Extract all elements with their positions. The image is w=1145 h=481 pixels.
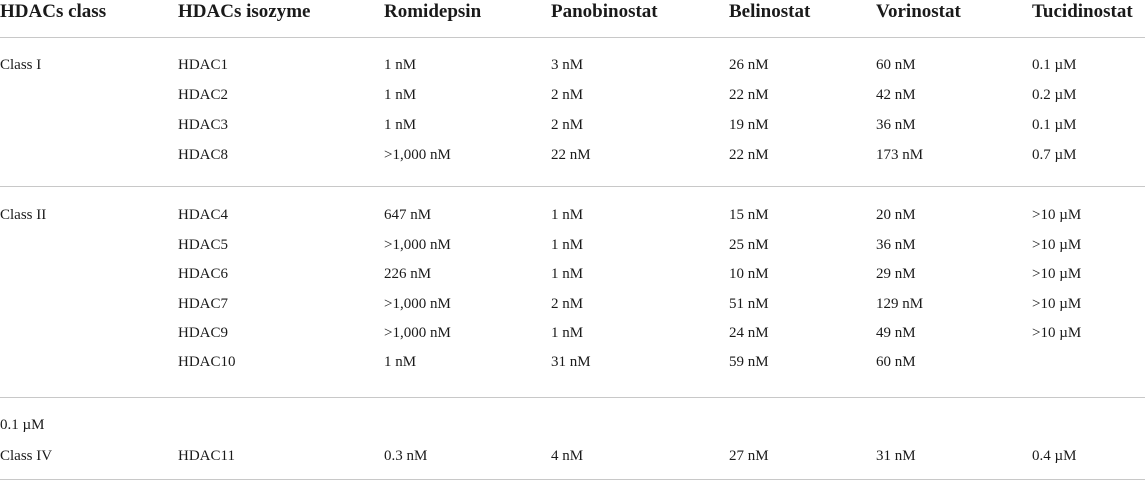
belinostat-cell: 59 nM	[729, 354, 769, 370]
tucidinostat-cell: >10 µM	[1032, 266, 1082, 282]
romidepsin-cell: >1,000 nM	[384, 325, 451, 341]
romidepsin-cell: >1,000 nM	[384, 296, 451, 312]
tucidinostat-cell: 0.2 µM	[1032, 87, 1077, 103]
romidepsin-cell: 1 nM	[384, 117, 417, 133]
group-divider	[0, 397, 1145, 398]
isozyme-cell: HDAC5	[178, 237, 229, 253]
tucidinostat-cell: >10 µM	[1032, 207, 1082, 223]
panobinostat-cell: 2 nM	[551, 117, 584, 133]
isozyme-cell: HDAC10	[178, 354, 236, 370]
belinostat-cell: 27 nM	[729, 448, 769, 464]
belinostat-cell: 51 nM	[729, 296, 769, 312]
romidepsin-cell: 1 nM	[384, 87, 417, 103]
header-hdacs-isozyme: HDACs isozyme	[178, 1, 311, 22]
vorinostat-cell: 29 nM	[876, 266, 916, 282]
isozyme-cell: HDAC2	[178, 87, 229, 103]
romidepsin-cell: 647 nM	[384, 207, 432, 223]
vorinostat-cell: 173 nM	[876, 147, 924, 163]
romidepsin-cell: 1 nM	[384, 354, 417, 370]
tucidinostat-cell: 0.1 µM	[1032, 117, 1077, 133]
belinostat-cell: 24 nM	[729, 325, 769, 341]
belinostat-cell: 19 nM	[729, 117, 769, 133]
vorinostat-cell: 20 nM	[876, 207, 916, 223]
panobinostat-cell: 1 nM	[551, 207, 584, 223]
isozyme-cell: HDAC8	[178, 147, 229, 163]
belinostat-cell: 25 nM	[729, 237, 769, 253]
group-label-class-ii: Class II	[0, 207, 47, 223]
romidepsin-cell: 1 nM	[384, 57, 417, 73]
romidepsin-cell: >1,000 nM	[384, 237, 451, 253]
header-romidepsin: Romidepsin	[384, 1, 482, 22]
panobinostat-cell: 1 nM	[551, 266, 584, 282]
belinostat-cell: 22 nM	[729, 87, 769, 103]
panobinostat-cell: 3 nM	[551, 57, 584, 73]
vorinostat-cell: 60 nM	[876, 57, 916, 73]
belinostat-cell: 22 nM	[729, 147, 769, 163]
tucidinostat-cell: 0.1 µM	[1032, 57, 1077, 73]
panobinostat-cell: 1 nM	[551, 325, 584, 341]
vorinostat-cell: 31 nM	[876, 448, 916, 464]
panobinostat-cell: 2 nM	[551, 87, 584, 103]
header-tucidinostat: Tucidinostat	[1032, 1, 1133, 22]
group-note: 0.1 µM	[0, 417, 45, 433]
panobinostat-cell: 4 nM	[551, 448, 584, 464]
tucidinostat-cell: >10 µM	[1032, 296, 1082, 312]
isozyme-cell: HDAC9	[178, 325, 229, 341]
header-vorinostat: Vorinostat	[876, 1, 961, 22]
romidepsin-cell: 226 nM	[384, 266, 432, 282]
panobinostat-cell: 1 nM	[551, 237, 584, 253]
panobinostat-cell: 22 nM	[551, 147, 591, 163]
vorinostat-cell: 60 nM	[876, 354, 916, 370]
vorinostat-cell: 129 nM	[876, 296, 924, 312]
romidepsin-cell: >1,000 nM	[384, 147, 451, 163]
tucidinostat-cell: >10 µM	[1032, 325, 1082, 341]
tucidinostat-cell: 0.4 µM	[1032, 448, 1077, 464]
header-panobinostat: Panobinostat	[551, 1, 658, 22]
group-divider	[0, 186, 1145, 187]
belinostat-cell: 26 nM	[729, 57, 769, 73]
isozyme-cell: HDAC11	[178, 448, 235, 464]
table-bottom-rule	[0, 479, 1145, 480]
tucidinostat-cell: >10 µM	[1032, 237, 1082, 253]
isozyme-cell: HDAC3	[178, 117, 229, 133]
romidepsin-cell: 0.3 nM	[384, 448, 428, 464]
vorinostat-cell: 49 nM	[876, 325, 916, 341]
header-divider	[0, 37, 1145, 38]
header-hdacs-class: HDACs class	[0, 1, 107, 22]
isozyme-cell: HDAC6	[178, 266, 229, 282]
isozyme-cell: HDAC7	[178, 296, 229, 312]
panobinostat-cell: 31 nM	[551, 354, 591, 370]
belinostat-cell: 10 nM	[729, 266, 769, 282]
vorinostat-cell: 42 nM	[876, 87, 916, 103]
vorinostat-cell: 36 nM	[876, 117, 916, 133]
group-label-class-i: Class I	[0, 57, 42, 73]
isozyme-cell: HDAC4	[178, 207, 229, 223]
group-label-class-iv: Class IV	[0, 448, 53, 464]
header-belinostat: Belinostat	[729, 1, 811, 22]
panobinostat-cell: 2 nM	[551, 296, 584, 312]
belinostat-cell: 15 nM	[729, 207, 769, 223]
tucidinostat-cell: 0.7 µM	[1032, 147, 1077, 163]
isozyme-cell: HDAC1	[178, 57, 229, 73]
vorinostat-cell: 36 nM	[876, 237, 916, 253]
